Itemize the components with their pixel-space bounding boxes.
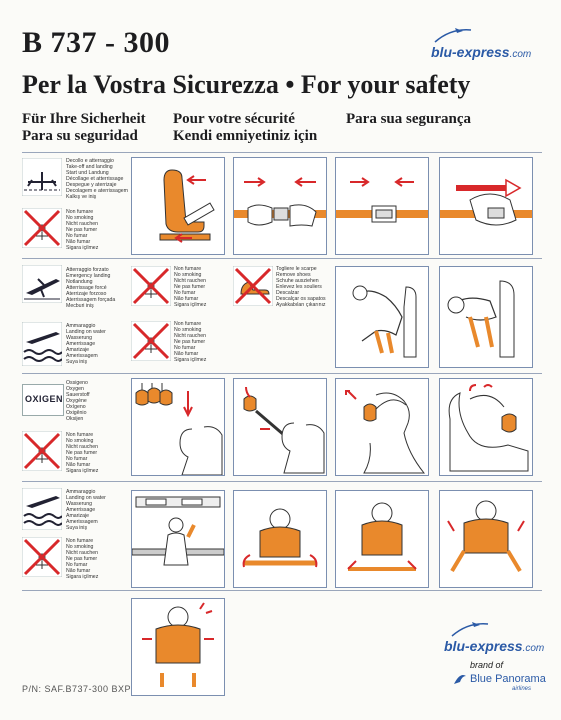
panel-mask-drop: [131, 378, 225, 476]
panel-belt-insert: [233, 157, 327, 255]
remove-shoes-label: Togliere le scarpe Remove shoes Schuhe ausziehen Enlevez les souliers Descalzar Descalçar os sapatos Ayakkabıları çıkarınız: [276, 266, 326, 308]
oxygen-label: Ossigeno Oxygen Sauerstoff Oxygène Oxígeno Oxigênio Oksijen: [66, 380, 90, 422]
panel-mask-pull: [233, 378, 327, 476]
subtitle-french: Pour votre sécurité: [173, 111, 295, 127]
no-smoking-label: Non fumare No smoking Nicht rauchen Ne pas fumer No fumar Não fumar Sigara içilmez: [174, 266, 207, 308]
no-smoking-label: Non fumare No smoking Nicht rauchen Ne pas fumer No fumar Não fumar Sigara içilmez: [66, 538, 99, 580]
emergency-landing-label: Atterraggio forzato Emergency landing Notlandung Atterrissage forcé Aterrizaje forzoso Aterrissagem forçada Mecburi iniş: [66, 267, 116, 309]
emergency-landing-icon: [22, 265, 62, 303]
remove-shoes-icon: [233, 266, 273, 306]
panel-vest-straps: [335, 490, 429, 588]
brand-logo-top: [425, 26, 535, 66]
panel-brace-position: [335, 266, 429, 368]
panel-vest-tighten: [439, 490, 533, 588]
blue-panorama-logo-icon: [452, 672, 468, 688]
panel-seat-upright: [131, 157, 225, 255]
logo-name: blu-express: [431, 44, 510, 60]
subtitle-portuguese: Para sua segurança: [346, 111, 471, 127]
safety-headline: Per la Vostra Sicurezza • For your safety: [22, 70, 471, 99]
airplane-swoosh-icon: [433, 26, 473, 46]
takeoff-plane-icon: [22, 158, 62, 196]
no-smoking-icon: [22, 537, 62, 577]
water-landing-label: Ammaraggio Landing on water Wasserung Amerrissage Amarizaje Amerissagem Suya iniş: [66, 323, 106, 365]
no-smoking-icon: [131, 321, 171, 361]
no-smoking-icon: [22, 431, 62, 471]
airplane-swoosh-icon: [450, 620, 490, 640]
panel-mask-on: [335, 378, 429, 476]
subtitle-turkish: Kendi emniyetiniz için: [173, 128, 318, 144]
subtitle-german: Für Ihre Sicherheit: [22, 111, 146, 127]
no-smoking-label: Non fumare No smoking Nicht rauchen Ne pas fumer No fumar Não fumar Sigara içilmez: [66, 432, 99, 474]
logo-name: blu-express: [444, 638, 523, 654]
panel-mask-breathe: [439, 378, 533, 476]
logo-suffix: .com: [509, 49, 532, 60]
logo-suffix: .com: [522, 643, 545, 654]
panel-vest-head: [233, 490, 327, 588]
aircraft-model-title: B 737 - 300: [22, 26, 170, 59]
parent-airline-name: Blue Panorama: [470, 673, 546, 685]
parent-airline-sub: airlines: [512, 686, 532, 692]
panel-belt-fastened: [335, 157, 429, 255]
no-smoking-icon: [131, 266, 171, 306]
no-smoking-icon: [22, 208, 62, 248]
water-landing-icon: [22, 322, 62, 366]
oxygen-word: OXIGEN: [25, 394, 64, 404]
no-smoking-label: Non fumare No smoking Nicht rauchen Ne pas fumer No fumar Não fumar Sigara içilmez: [66, 209, 99, 251]
panel-vest-inflate: [131, 598, 225, 696]
part-number: P/N: SAF.B737-300 BXP: [22, 684, 132, 694]
brand-logo-bottom: [440, 620, 550, 710]
brand-of-text: brand of: [470, 660, 504, 670]
panel-vest-location: [131, 490, 225, 588]
takeoff-label: Decollo e atterraggio Take-off and landing Start und Landung Décollage et atterrissage Despegue y aterrizaje Decolagem e aterrissagem Kalkış ve iniş: [66, 158, 128, 200]
panel-brace-forward: [439, 266, 533, 368]
water-landing-icon: [22, 488, 62, 530]
panel-belt-release: [439, 157, 533, 255]
oxygen-box: [22, 384, 64, 416]
water-landing-label: Ammaraggio Landing on water Wasserung Amerrissage Amarizaje Amerissagem Suya iniş: [66, 489, 106, 531]
no-smoking-label: Non fumare No smoking Nicht rauchen Ne pas fumer No fumar Não fumar Sigara içilmez: [174, 321, 207, 363]
subtitle-spanish: Para su seguridad: [22, 128, 138, 144]
